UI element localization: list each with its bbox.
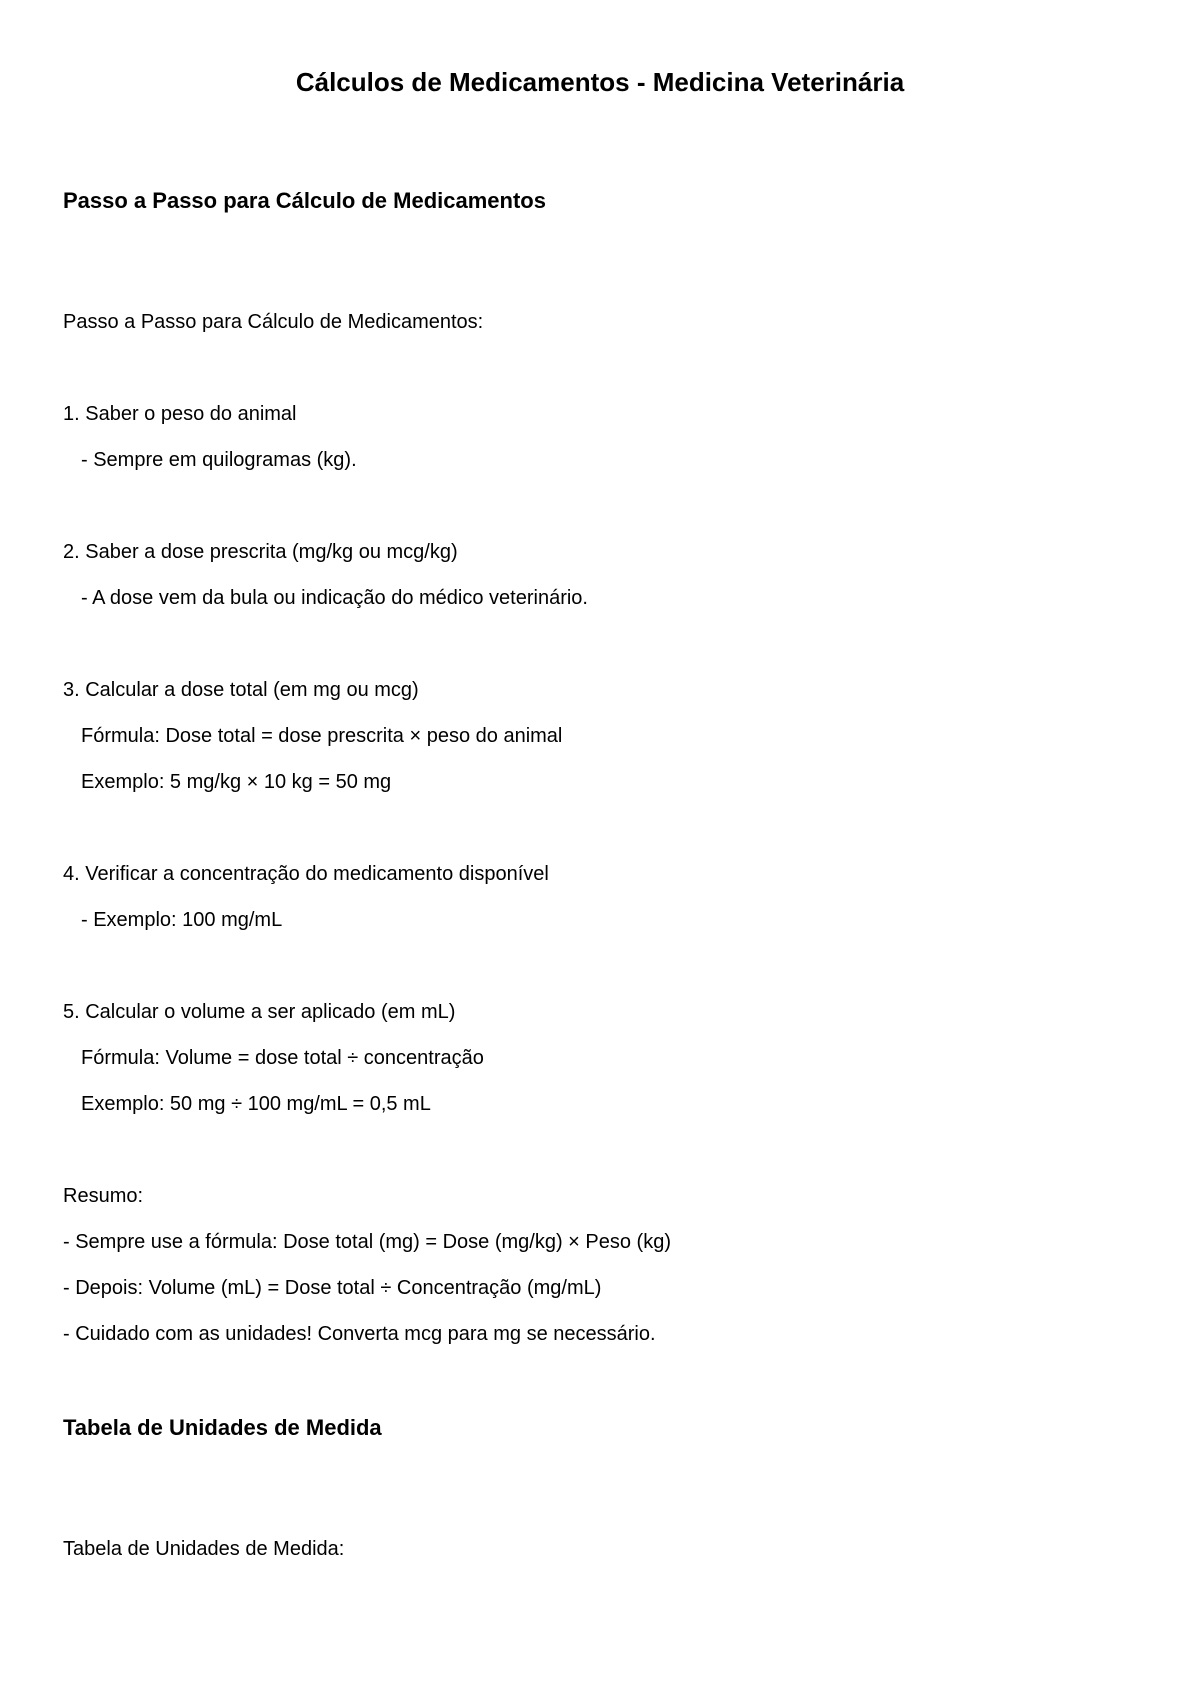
units-table-intro: Tabela de Unidades de Medida: (63, 1538, 345, 1560)
summary-item: - Sempre use a fórmula: Dose total (mg) = Dose (mg/kg) × Peso (kg) (63, 1231, 671, 1253)
step-5-example: Exemplo: 50 mg ÷ 100 mg/mL = 0,5 mL (81, 1093, 431, 1115)
step-4-detail: - Exemplo: 100 mg/mL (81, 909, 283, 931)
step-1-label: 1. Saber o peso do animal (63, 403, 297, 425)
step-1-detail: - Sempre em quilogramas (kg). (81, 449, 357, 471)
step-4-label: 4. Verificar a concentração do medicamento disponível (63, 863, 549, 885)
summary-item: - Depois: Volume (mL) = Dose total ÷ Concentração (mg/mL) (63, 1277, 602, 1299)
summary-item: - Cuidado com as unidades! Converta mcg para mg se necessário. (63, 1323, 656, 1345)
step-3-formula: Fórmula: Dose total = dose prescrita × peso do animal (81, 725, 563, 747)
step-5-label: 5. Calcular o volume a ser aplicado (em mL) (63, 1001, 456, 1023)
section-heading-units-table: Tabela de Unidades de Medida (63, 1415, 382, 1440)
summary-label: Resumo: (63, 1185, 144, 1207)
step-5-formula: Fórmula: Volume = dose total ÷ concentração (81, 1047, 484, 1069)
step-3-label: 3. Calcular a dose total (em mg ou mcg) (63, 679, 419, 701)
steps-intro: Passo a Passo para Cálculo de Medicamentos: (63, 311, 484, 333)
step-3-example: Exemplo: 5 mg/kg × 10 kg = 50 mg (81, 771, 392, 793)
step-2-label: 2. Saber a dose prescrita (mg/kg ou mcg/kg) (63, 541, 458, 563)
document-title: Cálculos de Medicamentos - Medicina Veterinária (295, 67, 905, 97)
step-2-detail: - A dose vem da bula ou indicação do médico veterinário. (81, 587, 588, 609)
section-heading-steps: Passo a Passo para Cálculo de Medicamentos (63, 188, 546, 213)
